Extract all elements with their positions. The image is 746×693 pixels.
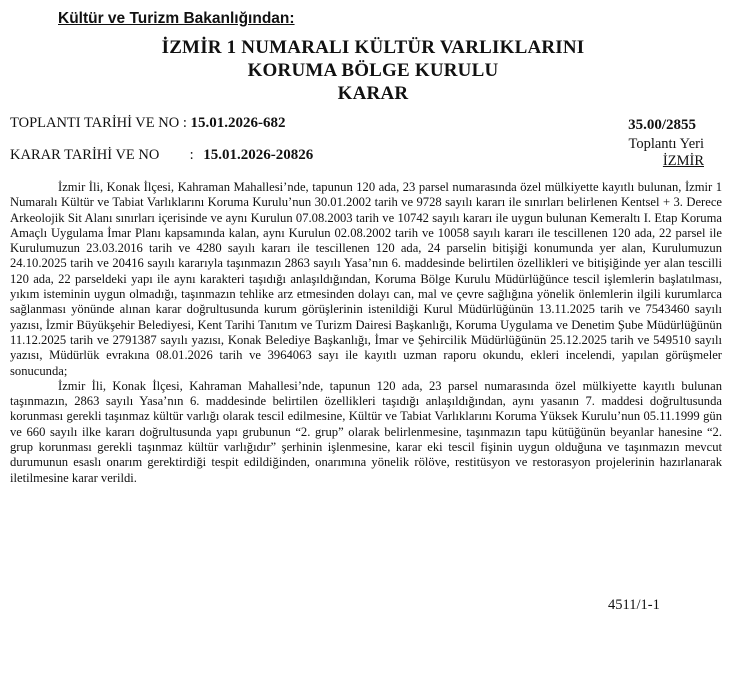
meeting-place	[628, 136, 704, 170]
paragraph-1: İzmir İli, Konak İlçesi, Kahraman Mahallesi’nde, tapunun 120 ada, 23 parsel numarasında özel mülkiyette kayıtlı bulunan, İzmir 1 Numaralı Kültür ve Tabiat Varlıklarını Koruma Kurulu’nun 30.01.2002 tarih ve 9728 sayılı kararı ile sınırları belirlenen Kentsel + 3. Derece Arkeolojik Sit Alanı sınırları içerisinde ve aynı Kurulun 07.08.2003 tarih ve 10742 sayılı kararı ile uygun bulunan Kemeraltı I. Etap Koruma Amaçlı Uygulama İmar Planı kapsamında kalan, aynı Kurulun 02.08.2002 tarih ve 10058 sayılı kararı ile tescillenen 120 ada, 22 parsel ile Kurulumuzun 23.03.2016 tarih ve 4280 sayılı kararı ile tescillenen 120 ada, 24 parselin bitişiği konumunda yer alan, Kurulumuzun 24.10.2025 tarih ve 20416 sayılı kararıyla taşınmazın 2863 sayılı Yasa’nın 6. maddesinde belirtilen özellikleri ve bitişiğinde yer alan tescilli 120 ada, 22 parseldeki yapı ile aynı karakteri taşıdığı anlaşıldığından, Koruma Bölge Kurulu Müdürlüğünce tescil işlemlerin başlatılması, yıkım isteminin uygun olmadığı, taşınmazın tehlike arz etmesinden dolayı can, mal ve çevre sağlığına yönelik önlemlerin ilgili kurumlarca sağlanması yönünde alınan karar doğrultusunda kurum görüşlerinin istenildiği Kurul Müdürlüğünün 13.11.2025 tarih ve 7543460 sayılı yazısı, İzmir Büyükşehir Belediyesi, Kent Tarihi Tanıtım ve Turizm Dairesi Başkanlığı, Koruma Uygulama ve Denetim Şube Müdürlüğünün 11.12.2025 tarih ve 2791387 sayılı yazısı, Konak Belediye Başkanlığı, İmar ve Şehircilik Müdürlüğünün 25.12.2025 tarih ve 549510 sayılı yazısı, Müdürlük evrakına 08.01.2026 tarih ve 3964063 sayı ile kayıtlı uzman raporu okundu, ekleri incelendi, yapılan görüşmeler sonucunda;	[10, 180, 722, 378]
meeting-place-value: İZMİR	[662, 153, 704, 169]
decision-date-label: KARAR TARİHİ VE NO	[10, 147, 160, 163]
decision-body	[10, 180, 722, 486]
decision-date-colon: :	[189, 147, 194, 163]
paragraph-2: İzmir İli, Konak İlçesi, Kahraman Mahallesi’nde, tapunun 120 ada, 23 parsel numarasında özel mülkiyette kayıtlı bulunan taşınmazın, 2863 sayılı Yasa’nın 6. maddesinde belirtilen özellikleri taşıdığı anlaşıldığından, aynı yasanın 7. maddesi doğrultusunda korunması gerekli taşınmaz kültür varlığı olarak tescil edilmesine, Kültür ve Tabiat Varlıklarını Koruma Yüksek Kurulu’nun 05.11.1999 gün ve 660 sayılı ilke kararı doğrultusunda yapı grubunun “2. grup” olarak belirlenmesine, taşınmazın tapu kütüğünün beyanlar hanesine “2. grup korunması gerekli taşınmaz kültür varlığıdır” şerhinin işlenmesine, karar eki tescil fişinin uygun olduğuna ve taşınmazın mevcut durumunun esaslı onarım gerektirdiği tespit edildiğinden, onarımına yönelik rölöve, restitüsyon ve restorasyon projelerinin hazırlanarak iletilmesine karar verildi.	[10, 378, 722, 485]
board-title-line-1: İZMİR 1 NUMARALI KÜLTÜR VARLIKLARINI	[161, 37, 585, 58]
decision-heading: KARAR	[337, 83, 409, 104]
meeting-place-label: Toplantı Yeri	[628, 136, 704, 152]
meeting-date-value: 15.01.2026-682	[190, 115, 286, 131]
board-title-line-2: KORUMA BÖLGE KURULU	[247, 60, 499, 81]
file-code: 35.00/2855	[628, 117, 696, 133]
decision-date-row	[10, 147, 313, 164]
ministry-heading: Kültür ve Turizm Bakanlığından:	[58, 10, 295, 27]
board-title	[0, 36, 746, 105]
footer-code: 4511/1-1	[608, 597, 660, 613]
meeting-date-row	[10, 115, 286, 132]
decision-date-value: 15.01.2026-20826	[203, 147, 314, 163]
meeting-date-label: TOPLANTI TARİHİ VE NO :	[10, 115, 187, 131]
